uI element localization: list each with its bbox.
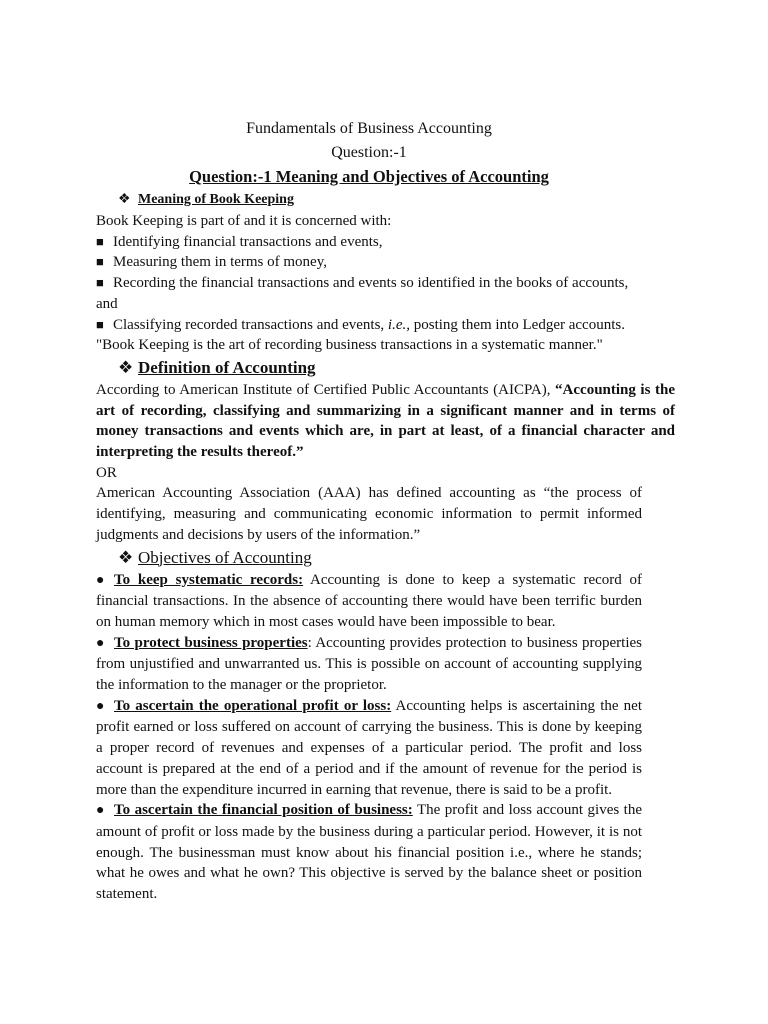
aicpa-definition: According to American Institute of Certified Public Accountants (AICPA), “Accounting is the art of recording, classifying and summarizing in a significant manner and in terms of money transactions and events which are, in part at least, of a financial character and interpreting the results thereof.” [96,381,675,461]
question-number: Question:-1 [331,144,407,161]
or-separator: OR [96,464,117,481]
section-heading-book-keeping: ❖ Meaning of Book Keeping [96,189,642,211]
square-bullet-icon: ■ [96,275,104,291]
circle-bullet-icon: ● [96,572,105,588]
list-item: ■ Classifying recorded transactions and events, i.e., posting them into Ledger accounts. [96,315,642,336]
list-item: ■ Measuring them in terms of money, [96,252,642,273]
circle-bullet-icon: ● [96,698,105,714]
objective-item: ● To protect business properties: Accounting provides protection to business properties from unjustified and unwarranted us. This is possible on account of accounting supplying the information to the manager or the proprietor. [96,634,642,694]
list-item-continuation: and [96,295,118,312]
circle-bullet-icon: ● [96,803,105,819]
document-title: Fundamentals of Business Accounting [246,120,492,137]
circle-bullet-icon: ● [96,635,105,651]
list-item: ■ Identifying financial transactions and events, [96,232,642,253]
square-bullet-icon: ■ [96,316,104,332]
book-keeping-intro: Book Keeping is part of and it is concerned with: [96,213,392,229]
objective-item: ● To keep systematic records: Accounting is done to keep a systematic record of financial transactions. In the absence of accounting there would have been terrific burden on human memory which in most cases would have been impossible to bear. [96,571,643,630]
diamond-bullet-icon: ❖ [118,357,134,377]
document-body [96,117,675,905]
objective-item: ● To ascertain the operational profit or loss: Accounting helps is ascertaining the net profit earned or loss suffered on account of carrying the business. This is done by keeping a proper record of revenues and expenses of a particular period. The profit and loss account is prepared at the end of a period and if the amount of revenue for the period is more than the expenditure incurred in earning that revenue, there is said to be a profit. [96,697,642,798]
diamond-bullet-icon: ❖ [118,192,131,207]
list-item: ■ Recording the financial transactions and events so identified in the books of accounts, [96,273,642,294]
section-heading-definition: ❖ Definition of Accounting [96,356,642,380]
square-bullet-icon: ■ [96,254,104,270]
aaa-definition: American Accounting Association (AAA) has defined accounting as “the process of identifying, measuring and communicating economic information to permit informed judgments and decisions by users of the information.” [96,485,642,543]
objective-item: ● To ascertain the financial position of business: The profit and loss account gives the amount of profit or loss made by the business during a particular period. However, it is not enough. The businessman must know about his financial position i.e., where he stands; what he owes and what he own? This objective is served by the balance sheet or position statement. [96,802,642,903]
square-bullet-icon: ■ [96,233,104,249]
section-heading-objectives: ❖ Objectives of Accounting [96,546,642,570]
main-heading: Question:-1 Meaning and Objectives of Accounting [189,167,549,186]
diamond-bullet-icon: ❖ [118,547,134,567]
book-keeping-quote: "Book Keeping is the art of recording business transactions in a systematic manner." [96,337,603,354]
